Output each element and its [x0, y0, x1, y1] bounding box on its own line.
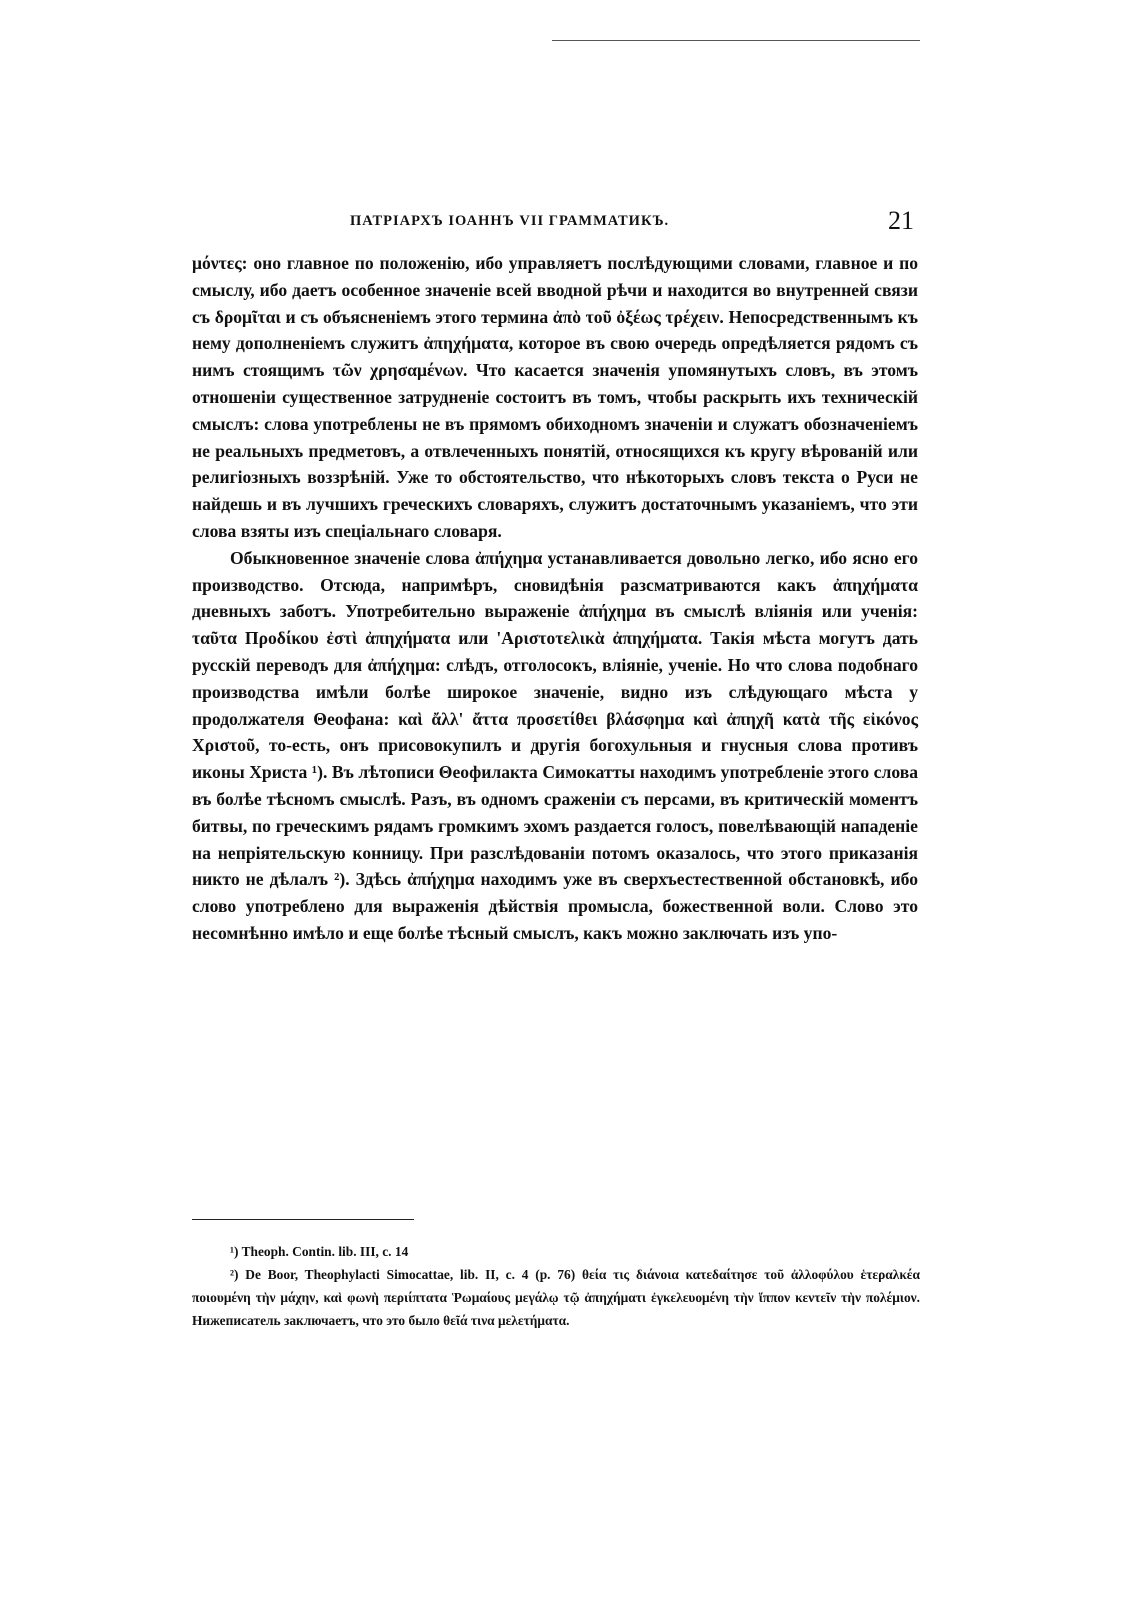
paragraph-continued: μόντες: оно главное по положенію, ибо управляетъ послѣдующими словами, главное и по смыслу, ибо даетъ особенное значеніе всей вводной рѣчи и находится во внутренней связи съ δρομῖται и съ объясненіемъ этого термина ἀπὸ τοῦ ὀξέως τρέχειν. Непосредственнымъ къ нему дополненіемъ служитъ ἀπηχήματα, которое въ свою очередь опредѣляется рядомъ съ нимъ стоящимъ τῶν χρησαμένων. Что касается значенія упомянутыхъ словъ, въ этомъ отношеніи существенное затрудненіе состоитъ въ томъ, чтобы раскрыть ихъ техническій смыслъ: слова употреблены не въ прямомъ обиходномъ значеніи и служатъ обозначеніемъ не реальныхъ предметовъ, а отвлеченныхъ понятій, относящихся къ кругу вѣрованій или религіозныхъ воззрѣній. Уже то обстоятельство, что нѣкоторыхъ словъ текста о Руси не найдешь и въ лучшихъ греческихъ словаряхъ, служитъ достаточнымъ указаніемъ, что эти слова взяты изъ спеціальнаго словаря.	[192, 253, 918, 541]
footnote-rule	[192, 1219, 414, 1220]
running-title: ПАТРІАРХЪ ІОАННЪ VII ГРАММАТИКЪ.	[350, 213, 670, 229]
running-head	[190, 206, 920, 238]
top-rule	[552, 40, 920, 41]
footnote-2: ²) De Boor, Theophylacti Simocattae, lib. II, c. 4 (p. 76) θεία τις διάνοια κατεδαίτησε τοῦ ἀλλοφύλου ἑτεραλκέα ποιουμένη τὴν μάχην, καὶ φωνὴ περιίπτατα Ῥωμαίους μεγάλῳ τῷ ἀπηχήματι ἐγκελευομένη τὴν ἵππον κεντεῖν τὴν πολέμιον. Нижеписатель заключаетъ, что это было θεῖά τινα μελετήματα.	[192, 1267, 920, 1328]
main-text	[192, 250, 918, 947]
paragraph: Обыкновенное значеніе слова ἀπήχημα устанавливается довольно легко, ибо ясно его производство. Отсюда, напримѣръ, сновидѣнія разсматриваются какъ ἀπηχήματα дневныхъ заботъ. Употребительно выраженіе ἀπήχημα въ смыслѣ вліянія или ученія: ταῦτα Προδίκου ἐστὶ ἀπηχήματα или 'Αριστοτελικὰ ἀπηχήματα. Такія мѣста могутъ дать русскій переводъ для ἀπήχημα: слѣдъ, отголосокъ, вліяніе, ученіе. Но что слова подобнаго производства имѣли болѣе широкое значеніе, видно изъ слѣдующаго мѣста у продолжателя Θеофана: καὶ ἄλλ' ἄττα προσετίθει βλάσφημα καὶ ἀπηχῆ κατὰ τῆς εἰκόνος Χριστοῦ, то-есть, онъ присовокупилъ и другія богохульныя и гнусныя слова противъ иконы Христа ¹). Въ лѣтописи Θеофилакта Симокатты находимъ употребленіе этого слова въ болѣе тѣсномъ смыслѣ. Разъ, въ одномъ сраженіи съ персами, въ критическій моментъ битвы, по греческимъ рядамъ громкимъ эхомъ раздается голосъ, повелѣвающій нападеніе на непріятельскую конницу. При разслѣдованіи потомъ оказалось, что этого приказанія никто не дѣлалъ ²). Здѣсь ἀπήχημα находимъ уже въ сверхъестественной обстановкѣ, ибо слово употреблено для выраженія дѣйствія промысла, божественной воли. Слово это несомнѣнно имѣло и еще болѣе тѣсный смыслъ, какъ можно заключать изъ упо-	[192, 547, 918, 943]
footnotes	[192, 1240, 920, 1332]
page-number: 21	[888, 206, 914, 235]
footnote-1: ¹) Theoph. Contin. lib. III, c. 14	[230, 1244, 409, 1259]
